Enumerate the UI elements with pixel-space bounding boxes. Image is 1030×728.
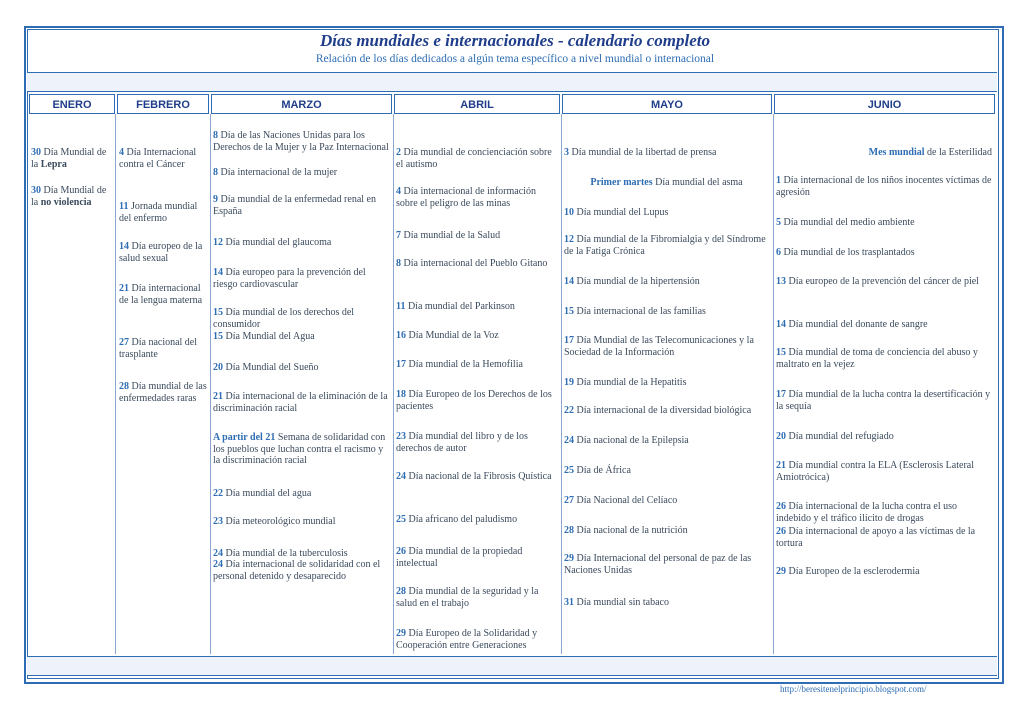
day-number: 25: [564, 465, 574, 476]
mayo-day-entry: [564, 525, 769, 537]
day-number: 30: [31, 185, 41, 196]
day-text: Día africano del paludismo: [408, 514, 518, 525]
febrero-day-entry: [119, 337, 207, 360]
day-text: Día internacional de la eliminación de la discriminación racial: [213, 391, 388, 414]
day-text: Día internacional de solidaridad con el personal detenido y desaparecido: [213, 559, 381, 582]
day-number: 15: [776, 347, 786, 358]
day-text: Día internacional de la diversidad biológica: [576, 405, 752, 416]
marzo-day-entry: [213, 237, 389, 249]
junio-day-entry: [776, 347, 992, 370]
day-number: Primer martes: [590, 177, 653, 188]
junio-day-entry: [776, 501, 992, 524]
mayo-day-entry: [564, 147, 769, 159]
day-text: Día nacional de la nutrición: [576, 525, 688, 536]
day-text: Día mundial del donante de sangre: [788, 319, 928, 330]
day-number: 14: [564, 276, 574, 287]
abril-day-entry: [396, 628, 556, 651]
day-text: Día Mundial de la: [31, 147, 107, 170]
febrero-day-entry: [119, 283, 207, 306]
abril-day-entry: [396, 186, 556, 209]
day-number: 16: [396, 330, 406, 341]
column-divider: [393, 114, 394, 654]
mayo-day-entry: [564, 177, 769, 189]
day-number: 26: [776, 501, 786, 512]
enero-day-entry: [31, 185, 113, 208]
abril-day-entry: [396, 546, 556, 569]
day-number: 24: [213, 548, 223, 559]
day-text: Día internacional de la lucha contra el uso indebido y el tráfico ilícito de drogas: [776, 501, 958, 524]
mayo-day-entry: [564, 465, 769, 477]
day-number: 30: [31, 147, 41, 158]
month-header-febrero: FEBRERO: [117, 94, 209, 114]
day-number: 8: [213, 167, 218, 178]
enero-day-entry: [31, 147, 113, 170]
day-text: Día Mundial del Sueño: [225, 362, 319, 373]
day-text: Día mundial de la Salud: [403, 230, 501, 241]
day-text: Día nacional del trasplante: [119, 337, 198, 360]
day-number: 22: [564, 405, 574, 416]
day-text: Día mundial de la propiedad intelectual: [396, 546, 523, 569]
day-text: Día mundial sin tabaco: [576, 597, 669, 608]
marzo-day-entry: [213, 488, 389, 500]
day-text: Día mundial de la Fibromialgia y del Síndrome de la Fatiga Crónica: [564, 234, 766, 257]
day-text: Día mundial del glaucoma: [225, 237, 332, 248]
day-number: 14: [213, 267, 223, 278]
junio-day-entry: [776, 389, 992, 412]
month-header-abril: ABRIL: [394, 94, 560, 114]
day-number: 17: [776, 389, 786, 400]
marzo-day-entry: [213, 307, 389, 330]
marzo-day-entry: [213, 194, 389, 217]
day-text-emphasis: Lepra: [40, 158, 67, 170]
day-text: Día meteorológico mundial: [225, 516, 336, 527]
day-text: Día mundial de la seguridad y la salud en el trabajo: [396, 586, 539, 609]
day-text: Día mundial de la Hepatitis: [576, 377, 687, 388]
footer-url[interactable]: http://beresitenelprincipio.blogspot.com/: [780, 684, 927, 694]
day-number: 14: [776, 319, 786, 330]
mayo-day-entry: [564, 207, 769, 219]
column-divider: [773, 114, 774, 654]
day-text-emphasis: no violencia: [40, 196, 92, 208]
marzo-day-entry: [213, 167, 389, 179]
day-number: 21: [776, 460, 786, 471]
marzo-day-entry: [213, 516, 389, 528]
day-number: 20: [776, 431, 786, 442]
day-text: Día mundial de las enfermedades raras: [119, 381, 207, 404]
day-number: 17: [564, 335, 574, 346]
day-text: Día Internacional contra el Cáncer: [119, 147, 197, 170]
marzo-day-entry: [213, 267, 389, 290]
day-number: 20: [213, 362, 223, 373]
day-text: Jornada mundial del enfermo: [119, 201, 198, 224]
day-number: 26: [776, 526, 786, 537]
day-number: 5: [776, 217, 781, 228]
day-number: 26: [396, 546, 406, 557]
abril-day-entry: [396, 330, 556, 342]
day-number: 24: [564, 435, 574, 446]
mayo-day-entry: [564, 335, 769, 358]
day-text: Día mundial del Parkinson: [407, 301, 515, 312]
marzo-day-entry: [213, 130, 389, 153]
day-number: 13: [776, 276, 786, 287]
day-number: 8: [213, 130, 218, 141]
day-text: Día Mundial de las Telecomunicaciones y la Sociedad de la Información: [564, 335, 754, 358]
mayo-day-entry: [564, 435, 769, 447]
day-number: 1: [776, 175, 781, 186]
day-text: Día nacional de la Epilepsia: [576, 435, 689, 446]
febrero-day-entry: [119, 201, 207, 224]
day-number: 15: [564, 306, 574, 317]
abril-day-entry: [396, 431, 556, 454]
page-subtitle: Relación de los días dedicados a algún tema específico a nivel mundial o internacional: [315, 53, 715, 65]
day-text: Día mundial de la tuberculosis: [225, 548, 348, 559]
day-text: Día mundial de los derechos del consumidor: [213, 307, 355, 330]
mayo-day-entry: [564, 377, 769, 389]
day-number: 9: [213, 194, 218, 205]
day-text: Día europeo de la salud sexual: [119, 241, 203, 264]
day-text: Día internacional de información sobre el peligro de las minas: [396, 186, 536, 209]
abril-day-entry: [396, 471, 556, 483]
abril-day-entry: [396, 389, 556, 412]
day-text: Día mundial del asma: [655, 177, 743, 188]
mayo-day-entry: [564, 306, 769, 318]
day-text: Día internacional de las familias: [576, 306, 706, 317]
day-number: 14: [119, 241, 129, 252]
marzo-day-entry: [213, 362, 389, 374]
day-text: Día mundial de la Hemofilia: [408, 359, 523, 370]
day-text: Día mundial de los trasplantados: [783, 247, 915, 258]
abril-day-entry: [396, 359, 556, 371]
day-number: 3: [564, 147, 569, 158]
mayo-day-entry: [564, 405, 769, 417]
day-text: Día Mundial de la: [31, 185, 107, 208]
day-number: 8: [396, 258, 401, 269]
marzo-day-entry: [213, 391, 389, 414]
day-text: Día europeo para la prevención del riesgo cardiovascular: [213, 267, 366, 290]
day-text: Día de África: [576, 465, 631, 476]
top-band: [27, 72, 997, 92]
day-number: 27: [119, 337, 129, 348]
column-divider: [210, 114, 211, 654]
day-text: Día Internacional del personal de paz de las Naciones Unidas: [564, 553, 752, 576]
junio-day-entry: [776, 247, 992, 259]
day-text: Día mundial del refugiado: [788, 431, 894, 442]
day-text: Día Europeo de la Solidaridad y Cooperación entre Generaciones: [396, 628, 538, 651]
day-text: de la Esterilidad: [927, 147, 992, 158]
abril-day-entry: [396, 301, 556, 313]
day-text: Día internacional de la lengua materna: [119, 283, 203, 306]
day-number: 7: [396, 230, 401, 241]
junio-day-entry: [776, 526, 992, 549]
junio-day-entry: [776, 217, 992, 229]
day-number: 31: [564, 597, 574, 608]
day-number: 29: [564, 553, 574, 564]
day-text: Día mundial de concienciación sobre el autismo: [396, 147, 552, 170]
day-text: Semana de solidaridad con los pueblos que luchan contra el racismo y la discriminación racial: [213, 432, 386, 466]
day-number: 11: [396, 301, 406, 312]
day-number: 28: [119, 381, 129, 392]
day-text: Día mundial del medio ambiente: [783, 217, 915, 228]
day-text: Día europeo de la prevención del cáncer de piel: [788, 276, 979, 287]
day-text: Día mundial de la enfermedad renal en España: [213, 194, 376, 217]
month-header-marzo: MARZO: [211, 94, 392, 114]
day-text: Día mundial de la libertad de prensa: [571, 147, 717, 158]
marzo-day-entry: [213, 559, 389, 582]
day-number: 4: [119, 147, 124, 158]
day-number: 18: [396, 389, 406, 400]
day-text: Día Nacional del Celíaco: [576, 495, 678, 506]
junio-day-entry: [776, 431, 992, 443]
marzo-day-entry: [213, 432, 389, 467]
febrero-day-entry: [119, 381, 207, 404]
day-text: Día internacional del Pueblo Gitano: [403, 258, 548, 269]
mayo-day-entry: [564, 234, 769, 257]
day-text: Día mundial del agua: [225, 488, 312, 499]
month-header-mayo: MAYO: [562, 94, 772, 114]
mayo-day-entry: [564, 276, 769, 288]
day-text: Día Europeo de la esclerodermia: [788, 566, 920, 577]
day-number: 15: [213, 331, 223, 342]
day-text: Día mundial de la lucha contra la desertificación y la sequía: [776, 389, 991, 412]
day-text: Día internacional de apoyo a las víctimas de la tortura: [776, 526, 976, 549]
day-number: 12: [213, 237, 223, 248]
day-text: Día nacional de la Fibrosis Quística: [408, 471, 552, 482]
junio-day-entry: [776, 319, 992, 331]
day-number: 10: [564, 207, 574, 218]
marzo-day-entry: [213, 548, 389, 560]
day-number: 25: [396, 514, 406, 525]
abril-day-entry: [396, 586, 556, 609]
abril-day-entry: [396, 258, 556, 270]
junio-day-entry: [776, 147, 992, 159]
day-text: Día mundial de la hipertensión: [576, 276, 700, 287]
day-number: 12: [564, 234, 574, 245]
day-number: 29: [776, 566, 786, 577]
month-header-enero: ENERO: [29, 94, 115, 114]
junio-day-entry: [776, 175, 992, 198]
day-number: 24: [213, 559, 223, 570]
abril-day-entry: [396, 230, 556, 242]
day-number: 24: [396, 471, 406, 482]
day-text: Día Europeo de los Derechos de los pacientes: [396, 389, 552, 412]
day-number: 21: [119, 283, 129, 294]
column-divider: [561, 114, 562, 654]
mayo-day-entry: [564, 495, 769, 507]
febrero-day-entry: [119, 147, 207, 170]
day-text: Día de las Naciones Unidas para los Derechos de la Mujer y la Paz Internacional: [213, 130, 389, 153]
day-number: 28: [396, 586, 406, 597]
day-number: 11: [119, 201, 129, 212]
day-number: 6: [776, 247, 781, 258]
day-text: Día mundial del libro y de los derechos de autor: [396, 431, 528, 454]
day-number: 28: [564, 525, 574, 536]
day-text: Día Mundial del Agua: [225, 331, 315, 342]
day-number: 21: [213, 391, 223, 402]
day-number: 4: [396, 186, 401, 197]
day-number: A partir del 21: [213, 432, 276, 443]
marzo-day-entry: [213, 331, 389, 343]
day-text: Día mundial de toma de conciencia del abuso y maltrato en la vejez: [776, 347, 978, 370]
day-text: Día mundial del Lupus: [576, 207, 669, 218]
day-number: Mes mundial: [868, 147, 925, 158]
junio-day-entry: [776, 460, 992, 483]
day-number: 23: [213, 516, 223, 527]
junio-day-entry: [776, 276, 992, 288]
bottom-band: [27, 656, 997, 676]
mayo-day-entry: [564, 597, 769, 609]
abril-day-entry: [396, 514, 556, 526]
junio-day-entry: [776, 566, 992, 578]
day-number: 19: [564, 377, 574, 388]
abril-day-entry: [396, 147, 556, 170]
day-number: 17: [396, 359, 406, 370]
day-text: Día internacional de los niños inocentes víctimas de agresión: [776, 175, 992, 198]
day-number: 29: [396, 628, 406, 639]
day-number: 2: [396, 147, 401, 158]
column-divider: [115, 114, 116, 654]
page-title: Días mundiales e internacionales - calendario completo: [319, 31, 711, 50]
febrero-day-entry: [119, 241, 207, 264]
day-number: 27: [564, 495, 574, 506]
day-number: 23: [396, 431, 406, 442]
day-text: Día mundial contra la ELA (Esclerosis Lateral Amiotrócica): [776, 460, 974, 483]
day-text: Día internacional de la mujer: [220, 167, 338, 178]
day-number: 22: [213, 488, 223, 499]
day-number: 15: [213, 307, 223, 318]
day-text: Día Mundial de la Voz: [408, 330, 499, 341]
month-header-junio: JUNIO: [774, 94, 995, 114]
mayo-day-entry: [564, 553, 769, 576]
